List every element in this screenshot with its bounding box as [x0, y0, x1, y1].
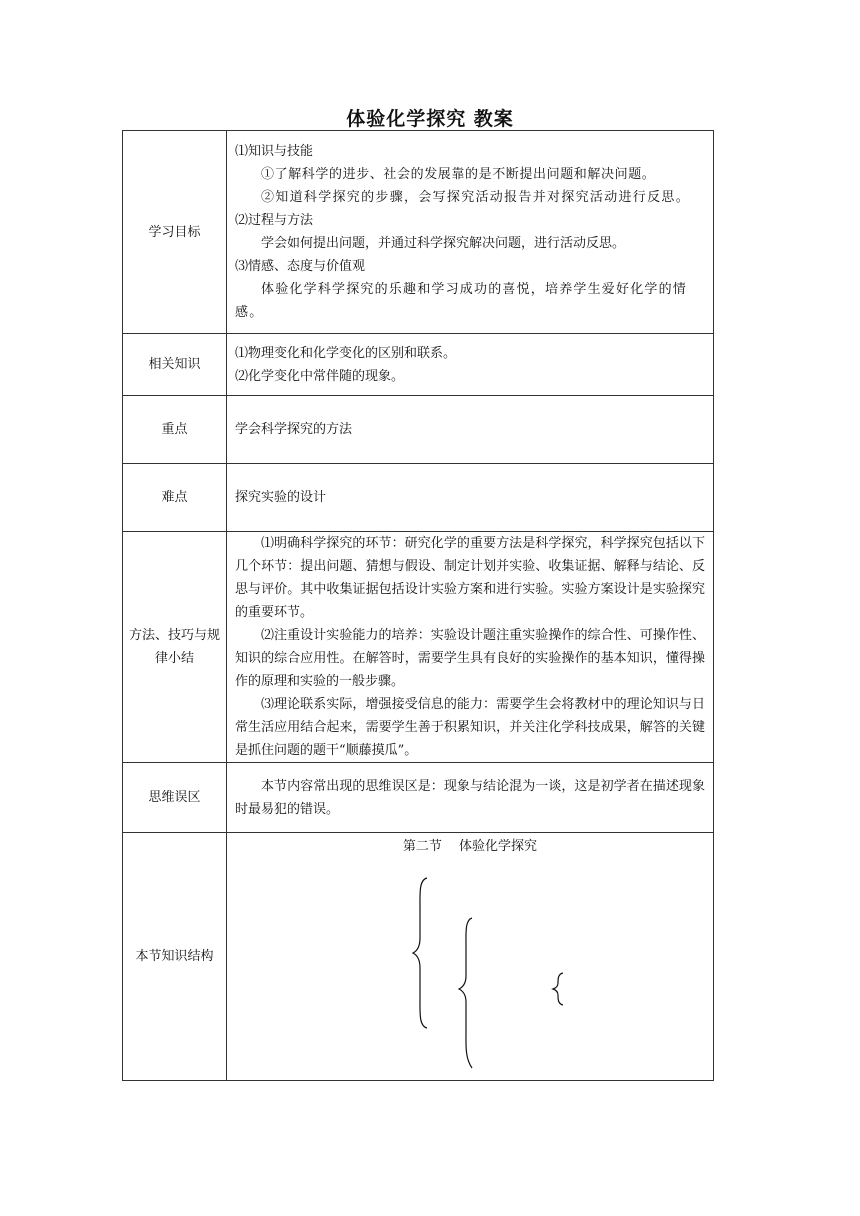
structure-diagram	[227, 858, 713, 1078]
lesson-plan-table	[122, 130, 714, 1081]
mistakes-text: 本节内容常出现的思维误区是：现象与结论混为一谈，这是初学者在描述现象时最易犯的错误。	[235, 778, 705, 817]
method-paragraph-3: ⑶理论联系实际，增强接受信息的能力：需要学生会将教材中的理论知识与日常生活应用结合起来，需要学生善于积累知识，并关注化学科技成果，解答的关键是抓住问题的题干“顺藤摸瓜”。	[235, 697, 705, 758]
goal-item-3: 学会如何提出问题，并通过科学探究解决问题，进行活动反思。	[261, 236, 626, 251]
brace-left	[413, 878, 427, 1028]
goal-heading-3: ⑶情感、态度与价值观	[235, 259, 366, 274]
content-methods-summary	[227, 532, 714, 763]
brace-middle	[459, 918, 472, 1068]
document-title: 体验化学探究 教案	[346, 108, 514, 130]
goal-item-2: ②知道科学探究的步骤，会写探究活动报告并对探究活动进行反思。	[261, 190, 691, 205]
label-related-knowledge: 相关知识	[123, 334, 227, 396]
brace-diagram	[227, 858, 714, 1078]
method-paragraph-2: ⑵注重设计实验能力的培养：实验设计题注重实验操作的综合性、可操作性、知识的综合应用性。在解答时，需要学生具有良好的实验操作的基本知识，懂得操作的原理和实验的一般步骤。	[235, 628, 705, 689]
row-difficulty	[123, 464, 714, 532]
content-thinking-mistakes	[227, 763, 714, 833]
goal-heading-1: ⑴知识与技能	[235, 144, 314, 159]
method-paragraph-1: ⑴明确科学探究的环节：研究化学的重要方法是科学探究，科学探究包括以下几个环节：提出问题、猜想与假设、制定计划并实验、收集证据、解释与结论、反思与评价。其中收集证据包括设计实验方案和进行实验。实验方案设计是实验探究的重要环节。	[235, 536, 705, 620]
content-key-points: 学会科学探究的方法	[227, 396, 714, 464]
label-key-points: 重点	[123, 396, 227, 464]
goal-item-1: ①了解科学的进步、社会的发展靠的是不断提出问题和解决问题。	[261, 167, 656, 182]
brace-right	[553, 973, 563, 1005]
goal-heading-2: ⑵过程与方法	[235, 213, 314, 228]
content-related-knowledge	[227, 334, 714, 396]
label-difficulty: 难点	[123, 464, 227, 532]
goal-item-4: 体验化学科学探究的乐趣和学习成功的喜悦，培养学生爱好化学的情感。	[235, 282, 688, 320]
row-methods-summary	[123, 532, 714, 763]
content-knowledge-structure	[227, 833, 714, 1081]
related-item-1: ⑴物理变化和化学变化的区别和联系。	[235, 345, 457, 361]
row-learning-goals	[123, 131, 714, 334]
row-knowledge-structure	[123, 833, 714, 1081]
related-item-2: ⑵化学变化中常伴随的现象。	[235, 368, 405, 384]
content-difficulty: 探究实验的设计	[227, 464, 714, 532]
label-thinking-mistakes: 思维误区	[123, 763, 227, 833]
row-related-knowledge	[123, 334, 714, 396]
label-methods-summary: 方法、技巧与规律小结	[123, 532, 227, 763]
section-title: 第二节 体验化学探究	[402, 839, 538, 854]
content-learning-goals	[227, 131, 714, 334]
row-key-points	[123, 396, 714, 464]
row-thinking-mistakes	[123, 763, 714, 833]
label-knowledge-structure: 本节知识结构	[123, 833, 227, 1081]
label-learning-goals: 学习目标	[123, 131, 227, 334]
